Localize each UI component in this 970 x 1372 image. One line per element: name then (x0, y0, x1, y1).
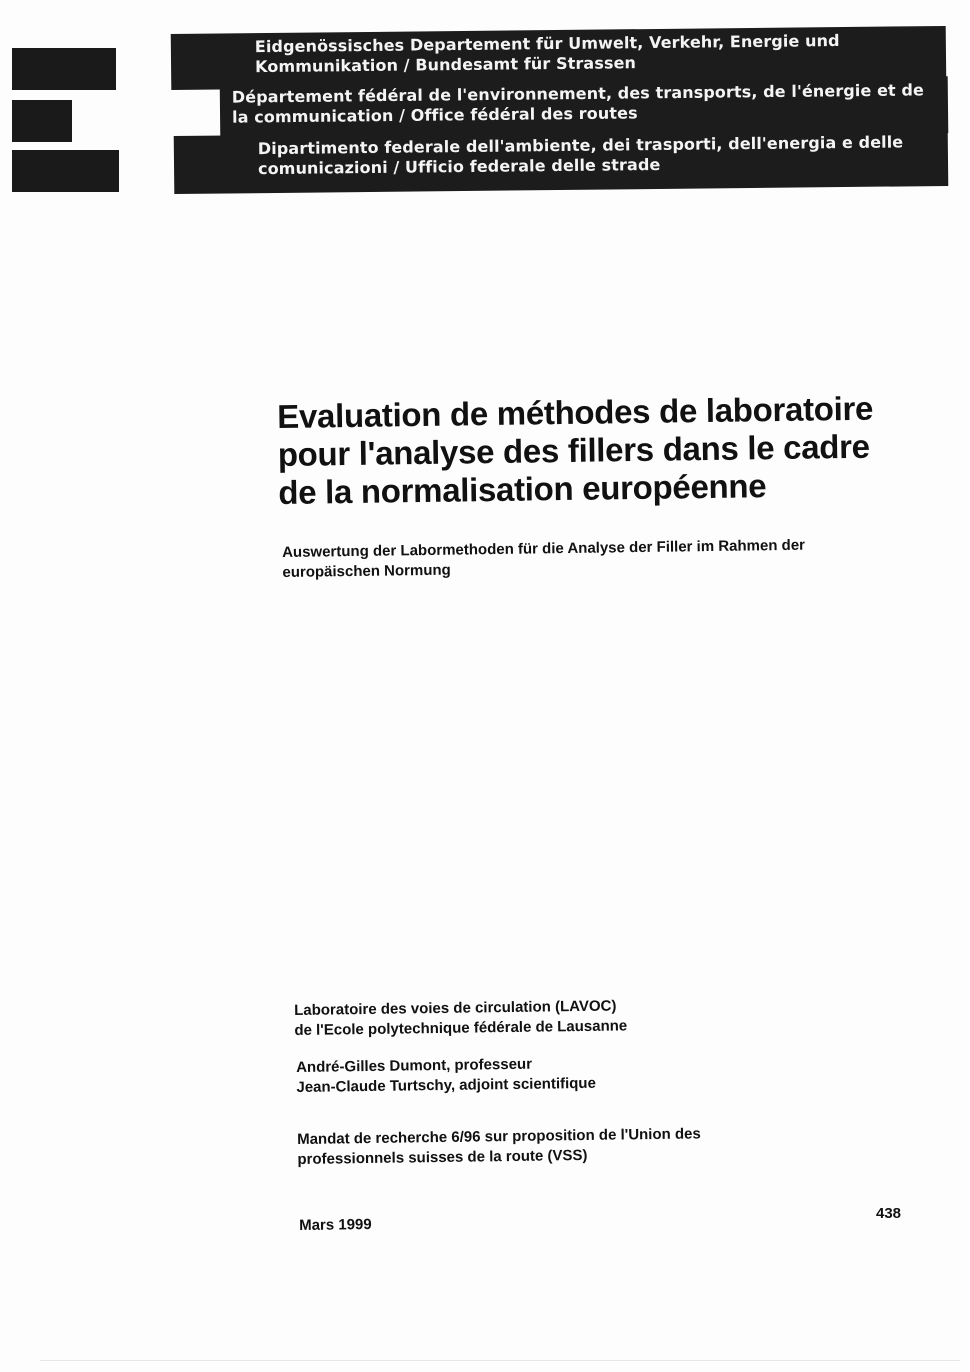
subtitle-line-1: Auswertung der Labormethoden für die Analyse der Filler im Rahmen der (282, 536, 806, 561)
title-block (277, 389, 899, 512)
header-french-line-2: la communication / Office fédéral des routes (231, 103, 638, 127)
mandate-line-2: professionnels suisses de la route (VSS) (297, 1146, 588, 1168)
header-italian-line-2: comunicazioni / Ufficio federale delle strade (257, 154, 661, 179)
federal-logo-bar-1 (12, 48, 116, 90)
header-italian (174, 128, 949, 194)
research-mandate (297, 1122, 858, 1170)
author-2: Jean-Claude Turtschy, adjoint scientifique (296, 1074, 597, 1096)
subtitle-line-2: europäischen Normung (282, 561, 451, 581)
institution (294, 994, 795, 1041)
mandate-line-1: Mandat de recherche 6/96 sur proposition de l'Union des (297, 1125, 701, 1148)
date-text: Mars 1999 (299, 1215, 372, 1234)
title-line-2: pour l'analyse des fillers dans le cadre (277, 427, 870, 473)
report-number: 438 (876, 1205, 902, 1222)
authors (296, 1051, 797, 1098)
federal-logo-bar-3 (12, 150, 119, 192)
title-line-1: Evaluation de méthodes de laboratoire (277, 389, 874, 435)
author-1: André-Gilles Dumont, professeur (296, 1055, 533, 1076)
federal-logo-bar-2 (12, 100, 72, 142)
title-line-3: de la normalisation européenne (278, 467, 767, 511)
document-title (277, 389, 899, 512)
document-subtitle (282, 535, 883, 583)
header-german-line-2: Kommunikation / Bundesamt für Strassen (254, 53, 637, 77)
header-french-line-1: Département fédéral de l'environnement, des transports, de l'énergie et de (231, 80, 925, 107)
institution-line-2: de l'Ecole polytechnique fédérale de Lausanne (294, 1017, 628, 1039)
header-italian-line-1: Dipartimento federale dell'ambiente, dei trasporti, dell'energia e delle (257, 132, 904, 159)
publication-date (299, 1213, 499, 1236)
institution-line-1: Laboratoire des voies de circulation (LAVOC) (294, 997, 617, 1019)
header-german-line-1: Eidgenössisches Departement für Umwelt, Verkehr, Energie und (254, 31, 840, 57)
scan-edge-line (40, 1360, 960, 1361)
